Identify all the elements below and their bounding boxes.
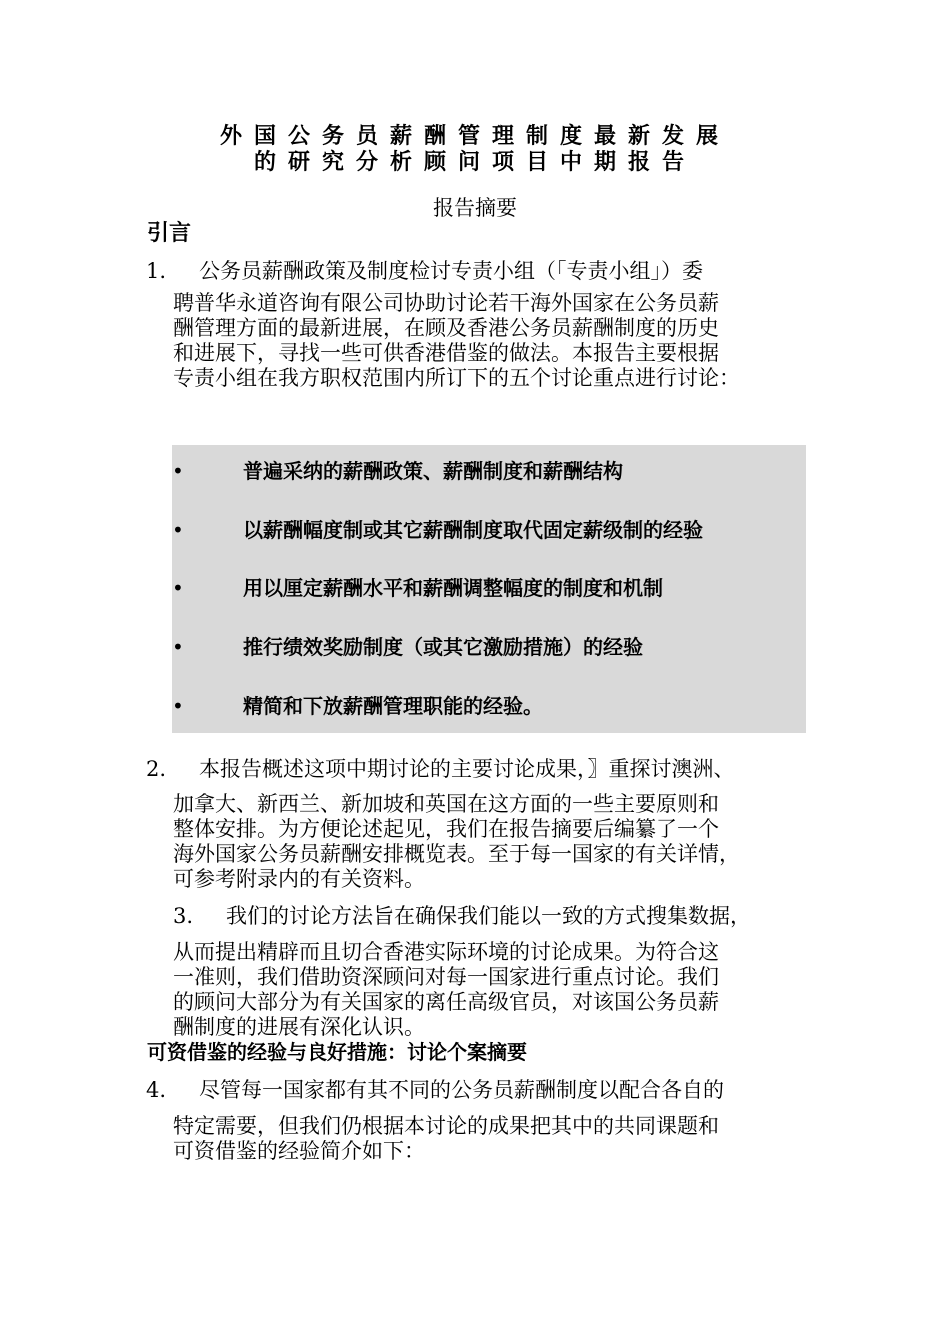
focus-point-item — [172, 633, 806, 661]
paragraph-4-body — [173, 1114, 719, 1164]
paragraph-3-body — [173, 940, 719, 1040]
paragraph-line: 专责小组在我方职权范围内所订下的五个讨论重点进行讨论： — [173, 366, 740, 390]
paragraph-line: 的顾问大部分为有关国家的离任高级官员，对该国公务员薪 — [173, 990, 719, 1014]
abstract-label: 报告摘要 — [433, 196, 517, 220]
paragraph-text: 我们的讨论方法旨在确保我们能以一致的方式搜集数据， — [226, 904, 751, 928]
paragraph-line: 整体安排。为方便论述起见，我们在报告摘要后编纂了一个 — [173, 817, 719, 841]
paragraph-line: 酬制度的进展有深化认识。 — [173, 1015, 425, 1039]
focus-point-item — [172, 692, 806, 720]
paragraph-line: 海外国家公务员薪酬安排概览表。至于每一国家的有关详情， — [173, 842, 740, 866]
focus-point-item — [172, 516, 806, 544]
paragraph-2-body — [173, 792, 740, 892]
paragraph-line: 一准则，我们借助资深顾问对每一国家进行重点讨论。我们 — [173, 965, 719, 989]
paragraph-line: 特定需要，但我们仍根据本讨论的成果把其中的共同课题和 — [173, 1114, 719, 1138]
paragraph-line: 从而提出精辟而且切合香港实际环境的讨论成果。为符合这 — [173, 940, 719, 964]
focus-points-box — [172, 445, 806, 733]
focus-point-text: 普遍采纳的薪酬政策、薪酬制度和薪酬结构 — [243, 459, 623, 483]
paragraph-line: 加拿大、新西兰、新加坡和英国在这方面的一些主要原则和 — [173, 792, 719, 816]
paragraph-line: 酬管理方面的最新进展，在顾及香港公务员薪酬制度的历史 — [173, 316, 719, 340]
report-title-line-2: 的研究分析顾问项目中期报告 — [253, 150, 696, 175]
paragraph-line: 可参考附录内的有关资料。 — [173, 867, 425, 891]
focus-point-text: 用以厘定薪酬水平和薪酬调整幅度的制度和机制 — [243, 576, 663, 600]
report-title-line-1: 外国公务员薪酬管理制度最新发展 — [219, 124, 730, 149]
focus-point-item — [172, 574, 806, 602]
bullet-icon: • — [172, 694, 184, 718]
focus-point-text: 推行绩效奖励制度（或其它激励措施）的经验 — [243, 635, 643, 659]
paragraph-text: 公务员薪酬政策及制度检讨专责小组（「专责小组」）委 — [199, 259, 703, 283]
paragraph-number: 3. — [173, 904, 194, 928]
paragraph-line: 和进展下，寻找一些可供香港借鉴的做法。本报告主要根据 — [173, 341, 719, 365]
paragraph-number: 1. — [146, 259, 167, 283]
paragraph-text: 尽管每一国家都有其不同的公务员薪酬制度以配合各自的 — [199, 1078, 724, 1102]
section-heading-lessons: 可资借鉴的经验与良好措施：讨论个案摘要 — [147, 1040, 527, 1064]
paragraph-1-body — [173, 291, 740, 391]
paragraph-line: 聘普华永道咨询有限公司协助讨论若干海外国家在公务员薪 — [173, 291, 719, 315]
focus-point-text: 以薪酬幅度制或其它薪酬制度取代固定薪级制的经验 — [243, 518, 703, 542]
focus-point-item — [172, 457, 806, 485]
paragraph-text: 本报告概述这项中期讨论的主要讨论成果，〗重探讨澳洲、 — [199, 757, 735, 781]
focus-point-text: 精简和下放薪酬管理职能的经验。 — [243, 694, 543, 718]
paragraph-number: 2. — [146, 757, 167, 781]
bullet-icon: • — [172, 576, 184, 600]
paragraph-line: 可资借鉴的经验简介如下： — [173, 1139, 425, 1163]
bullet-icon: • — [172, 459, 184, 483]
bullet-icon: • — [172, 635, 184, 659]
bullet-icon: • — [172, 518, 184, 542]
section-heading-intro: 引言 — [147, 221, 192, 246]
paragraph-number: 4. — [146, 1078, 167, 1102]
